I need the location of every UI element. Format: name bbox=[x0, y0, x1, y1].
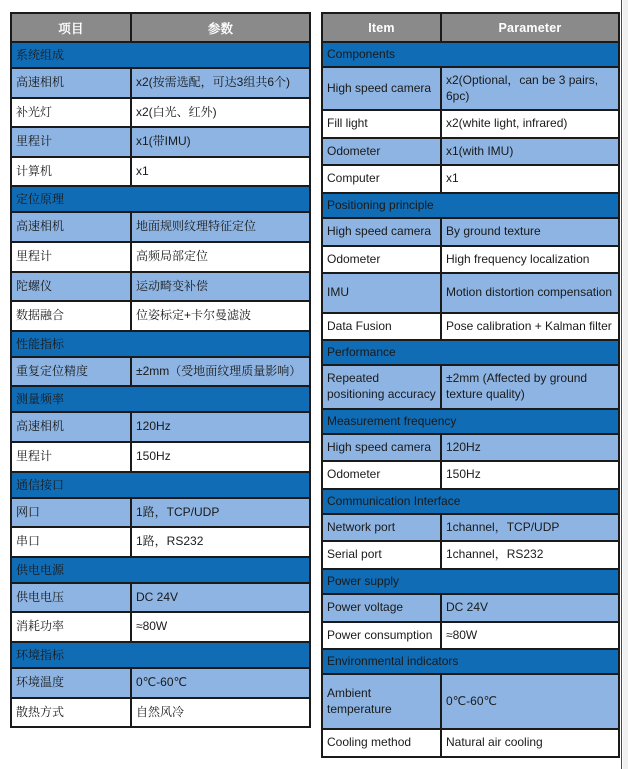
section-row bbox=[11, 331, 310, 357]
item-cell: 串口 bbox=[11, 527, 131, 557]
item-cell: High speed camera bbox=[322, 218, 441, 246]
table-row bbox=[11, 127, 310, 157]
section-row bbox=[322, 649, 619, 674]
table-row bbox=[11, 412, 310, 442]
table-row bbox=[11, 357, 310, 387]
item-cell: Cooling method bbox=[322, 729, 441, 757]
item-cell: Fill light bbox=[322, 110, 441, 138]
table-row bbox=[11, 242, 310, 272]
param-cell: Pose calibration + Kalman filter bbox=[441, 313, 619, 341]
param-cell: 1channel，TCP/UDP bbox=[441, 514, 619, 542]
param-cell: Motion distortion compensation bbox=[441, 273, 619, 313]
table-row bbox=[322, 514, 619, 542]
section-row bbox=[322, 569, 619, 594]
item-cell: Serial port bbox=[322, 541, 441, 569]
table-row bbox=[322, 622, 619, 650]
param-cell: x2(Optional，can be 3 pairs, 6pc) bbox=[441, 67, 619, 110]
table-header-row bbox=[322, 13, 619, 42]
section-label: Power supply bbox=[322, 569, 619, 594]
item-cell: High speed camera bbox=[322, 434, 441, 462]
section-label: Measurement frequency bbox=[322, 409, 619, 434]
section-label: 通信接口 bbox=[11, 472, 310, 498]
section-row bbox=[322, 340, 619, 365]
param-cell: 0℃-60℃ bbox=[131, 668, 310, 698]
section-label: Environmental indicators bbox=[322, 649, 619, 674]
param-cell: x1(带IMU) bbox=[131, 127, 310, 157]
table-row bbox=[11, 612, 310, 642]
param-cell: 1路，TCP/UDP bbox=[131, 498, 310, 528]
table-row bbox=[322, 541, 619, 569]
item-cell: 网口 bbox=[11, 498, 131, 528]
section-row bbox=[11, 472, 310, 498]
item-cell: 散热方式 bbox=[11, 698, 131, 728]
param-cell: By ground texture bbox=[441, 218, 619, 246]
table-row bbox=[11, 98, 310, 128]
param-cell: 0℃-60℃ bbox=[441, 674, 619, 729]
param-cell: High frequency localization bbox=[441, 246, 619, 274]
param-cell: x1 bbox=[131, 157, 310, 187]
item-cell: 里程计 bbox=[11, 127, 131, 157]
page-edge-line bbox=[621, 0, 622, 769]
param-cell: DC 24V bbox=[441, 594, 619, 622]
param-cell: ≈80W bbox=[441, 622, 619, 650]
item-cell: High speed camera bbox=[322, 67, 441, 110]
spec-table-cn bbox=[10, 12, 311, 728]
table-row bbox=[11, 212, 310, 242]
item-cell: 里程计 bbox=[11, 442, 131, 472]
header-parameter-cn: 参数 bbox=[131, 13, 310, 42]
table-header-row bbox=[11, 13, 310, 42]
param-cell: ±2mm (Affected by ground texture quality) bbox=[441, 365, 619, 408]
item-cell: Power voltage bbox=[322, 594, 441, 622]
item-cell: Ambient temperature bbox=[322, 674, 441, 729]
header-item-cn: 项目 bbox=[11, 13, 131, 42]
param-cell: Natural air cooling bbox=[441, 729, 619, 757]
section-label: 系统组成 bbox=[11, 42, 310, 68]
item-cell: Computer bbox=[322, 165, 441, 193]
param-cell: 1channel，RS232 bbox=[441, 541, 619, 569]
table-row bbox=[11, 272, 310, 302]
table-row bbox=[11, 157, 310, 187]
param-cell: 150Hz bbox=[441, 461, 619, 489]
item-cell: Odometer bbox=[322, 246, 441, 274]
param-cell: 120Hz bbox=[131, 412, 310, 442]
section-label: Performance bbox=[322, 340, 619, 365]
section-label: 性能指标 bbox=[11, 331, 310, 357]
item-cell: Odometer bbox=[322, 138, 441, 166]
section-label: Positioning principle bbox=[322, 193, 619, 218]
section-label: 环境指标 bbox=[11, 642, 310, 668]
item-cell: Data Fusion bbox=[322, 313, 441, 341]
table-row bbox=[11, 668, 310, 698]
table-row bbox=[322, 218, 619, 246]
section-row bbox=[322, 489, 619, 514]
table-row bbox=[11, 527, 310, 557]
param-cell: 高频局部定位 bbox=[131, 242, 310, 272]
section-row bbox=[322, 409, 619, 434]
item-cell: IMU bbox=[322, 273, 441, 313]
param-cell: ±2mm（受地面纹理质量影响） bbox=[131, 357, 310, 387]
param-cell: 地面规则纹理特征定位 bbox=[131, 212, 310, 242]
item-cell: 数据融合 bbox=[11, 301, 131, 331]
param-cell: 运动畸变补偿 bbox=[131, 272, 310, 302]
section-row bbox=[322, 193, 619, 218]
item-cell: Repeated positioning accuracy bbox=[322, 365, 441, 408]
param-cell: 自然风冷 bbox=[131, 698, 310, 728]
table-row bbox=[322, 67, 619, 110]
param-cell: 位姿标定+卡尔曼滤波 bbox=[131, 301, 310, 331]
table-row bbox=[322, 365, 619, 408]
table-row bbox=[11, 698, 310, 728]
item-cell: Power consumption bbox=[322, 622, 441, 650]
table-row bbox=[11, 498, 310, 528]
param-cell: x1 bbox=[441, 165, 619, 193]
table-row bbox=[322, 110, 619, 138]
table-row bbox=[322, 594, 619, 622]
spec-table-en bbox=[321, 12, 620, 758]
param-cell: x2(按需选配，可达3组共6个) bbox=[131, 68, 310, 98]
section-row bbox=[11, 557, 310, 583]
table-row bbox=[322, 246, 619, 274]
item-cell: 高速相机 bbox=[11, 212, 131, 242]
item-cell: 补光灯 bbox=[11, 98, 131, 128]
section-row bbox=[11, 386, 310, 412]
section-row bbox=[11, 642, 310, 668]
item-cell: 重复定位精度 bbox=[11, 357, 131, 387]
header-item-en: Item bbox=[322, 13, 441, 42]
item-cell: 里程计 bbox=[11, 242, 131, 272]
item-cell: 计算机 bbox=[11, 157, 131, 187]
page-edge-shadow bbox=[623, 0, 628, 769]
item-cell: 消耗功率 bbox=[11, 612, 131, 642]
table-row bbox=[322, 165, 619, 193]
table-row bbox=[11, 583, 310, 613]
param-cell: ≈80W bbox=[131, 612, 310, 642]
table-row bbox=[322, 461, 619, 489]
param-cell: x2(white light, infrared) bbox=[441, 110, 619, 138]
param-cell: DC 24V bbox=[131, 583, 310, 613]
section-label: 供电电源 bbox=[11, 557, 310, 583]
section-label: Communication Interface bbox=[322, 489, 619, 514]
item-cell: 高速相机 bbox=[11, 68, 131, 98]
table-row bbox=[322, 434, 619, 462]
table-row bbox=[322, 729, 619, 757]
item-cell: Network port bbox=[322, 514, 441, 542]
header-parameter-en: Parameter bbox=[441, 13, 619, 42]
param-cell: x1(with IMU) bbox=[441, 138, 619, 166]
item-cell: 陀螺仪 bbox=[11, 272, 131, 302]
table-row bbox=[322, 273, 619, 313]
param-cell: 1路，RS232 bbox=[131, 527, 310, 557]
section-row bbox=[11, 42, 310, 68]
section-row bbox=[322, 42, 619, 67]
param-cell: 120Hz bbox=[441, 434, 619, 462]
table-row bbox=[11, 68, 310, 98]
param-cell: 150Hz bbox=[131, 442, 310, 472]
table-row bbox=[11, 442, 310, 472]
section-row bbox=[11, 186, 310, 212]
item-cell: 供电电压 bbox=[11, 583, 131, 613]
section-label: 定位原理 bbox=[11, 186, 310, 212]
table-row bbox=[11, 301, 310, 331]
table-row bbox=[322, 313, 619, 341]
item-cell: 高速相机 bbox=[11, 412, 131, 442]
section-label: 测量频率 bbox=[11, 386, 310, 412]
item-cell: 环境温度 bbox=[11, 668, 131, 698]
table-row bbox=[322, 674, 619, 729]
param-cell: x2(白光、红外) bbox=[131, 98, 310, 128]
table-row bbox=[322, 138, 619, 166]
section-label: Components bbox=[322, 42, 619, 67]
item-cell: Odometer bbox=[322, 461, 441, 489]
